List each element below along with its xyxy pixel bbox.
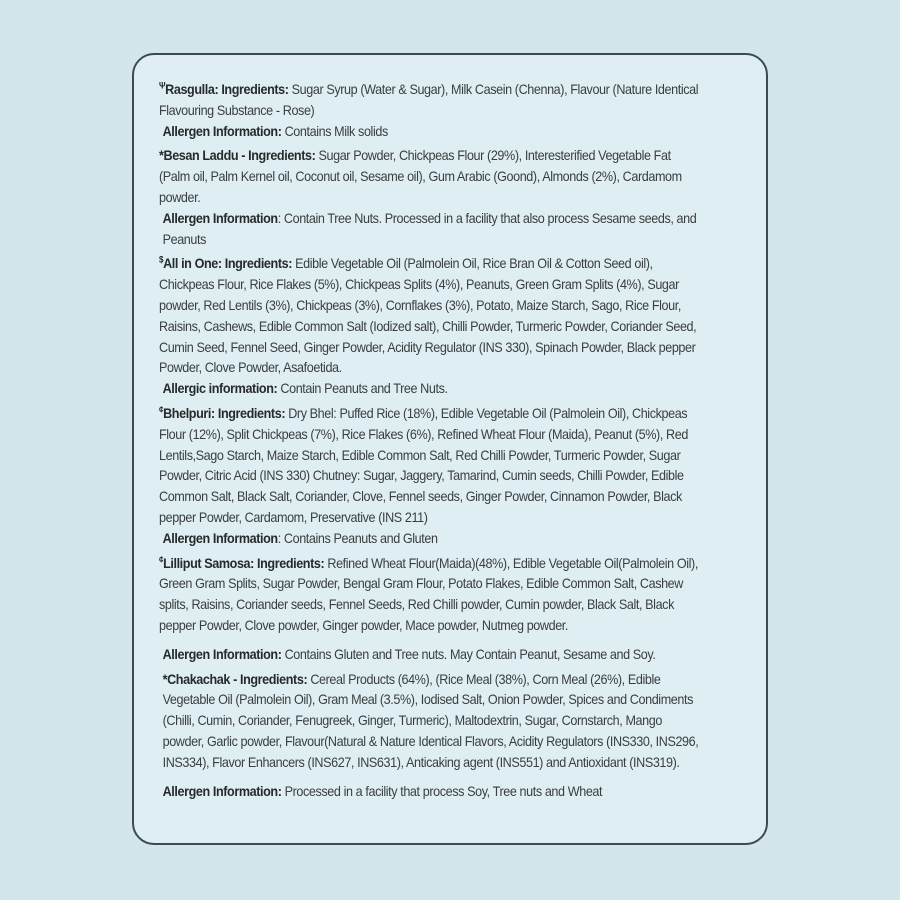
section-mark: $ [159,254,164,265]
section-mark: * [162,670,168,687]
product-name: Bhelpuri [163,404,211,421]
ingredients-list: Refined Wheat Flour(Maida)(48%), Edible Vegetable Oil(Palmolein Oil), Green Gram Splits, Sugar Powder, Bengal Gram Flour, Potato Flakes, Edible Common Salt, Cashew splits, Raisins, Coriander seeds, Fennel Seeds, Red Chilli powder, Cumin powder, Black Salt, Black pepper Powder, Clove powder, Ginger powder, Mace powder, Nutmeg powder. [159,554,698,633]
allergen-label: Allergen Information: [162,122,282,139]
allergen-paragraph [159,528,699,549]
allergen-label: Allergic information: [162,380,278,397]
allergen-label: Allergen Information [162,209,278,226]
allergen-text: Contain Peanuts and Tree Nuts. [277,380,448,397]
ingredients-paragraph [159,253,699,378]
ingredients-label: : Ingredients: [250,554,325,571]
section-chakachak [159,669,699,802]
product-name: Rasgulla [165,81,215,97]
ingredients-label: : Ingredients: [214,81,289,97]
section-bhelpuri [159,403,699,549]
ingredients-paragraph [159,669,699,773]
ingredients-paragraph [159,553,699,636]
section-rasgulla [159,79,699,141]
allergen-label: Allergen Information: [162,782,282,799]
ingredients-paragraph [159,145,699,207]
ingredients-paragraph [159,79,699,121]
allergen-paragraph [159,121,699,142]
product-name: All in One [163,255,218,272]
ingredients-label: - Ingredients: [238,147,316,164]
allergen-paragraph [159,208,699,250]
ingredients-label-panel [132,53,768,845]
ingredients-list: Dry Bhel: Puffed Rice (18%), Edible Vegetable Oil (Palmolein Oil), Chickpeas Flour (12%), Split Chickpeas (7%), Rice Flakes (6%), Refined Wheat Flour (Maida), Peanut (5%), Red Lentils,Sago Starch, Maize Starch, Edible Common Salt, Red Chilli Powder, Turmeric Powder, Sugar Powder, Citric Acid (INS 330) Chutney: Sugar, Jaggery, Tamarind, Cumin seeds, Chilli Powder, Edible Common Salt, Black Salt, Coriander, Clove, Fennel seeds, Ginger Powder, Cinnamon Powder, Black pepper Powder, Cardamom, Preservative (INS 211) [159,404,688,525]
ingredients-list: Cereal Products (64%), (Rice Meal (38%), Corn Meal (26%), Edible Vegetable Oil (Palmolein Oil), Gram Meal (3.5%), Iodised Salt, Onion Powder, Spices and Condiments (Chilli, Cumin, Coriander, Fenugreek, Ginger, Turmeric), Maltodextrin, Sugar, Cornstarch, Mango powder, Garlic powder, Flavour(Natural & Nature Identical Flavors, Acidity Regulators (INS330, INS296, INS334), Flavor Enhancers (INS627, INS631), Anticaking agent (INS551) and Antioxidant (INS319). [162,670,699,770]
allergen-text: : Contains Peanuts and Gluten [277,529,438,546]
allergen-label: Allergen Information [162,529,278,546]
allergen-text: Contains Milk solids [281,122,388,139]
product-name: Chakachak [167,670,231,687]
allergen-paragraph [159,378,699,399]
allergen-paragraph [159,644,699,665]
ingredients-label: : Ingredients: [210,404,286,421]
ingredients-list: Sugar Syrup (Water & Sugar), Milk Casein (Chenna), Flavour (Nature Identical Flavouring Substance - Rose) [159,81,699,118]
ingredients-text-block [159,79,699,805]
ingredients-list: Sugar Powder, Chickpeas Flour (29%), Interesterified Vegetable Fat (Palm oil, Palm Kernel oil, Coconut oil, Sesame oil), Gum Arabic (Goond), Almonds (2%), Cardamom powder. [159,147,682,205]
ingredients-label: - Ingredients: [230,670,308,687]
allergen-text: Processed in a facility that process Soy, Tree nuts and Wheat [281,782,603,799]
section-lilliput-samosa [159,553,699,665]
allergen-label: Allergen Information: [162,645,282,662]
section-mark: ¢ [159,404,164,415]
ingredients-label: : Ingredients: [217,255,293,272]
allergen-text: : Contain Tree Nuts. Processed in a facility that also process Sesame seeds, and Peanuts [162,209,697,247]
product-name: Besan Laddu [163,147,239,164]
section-besan-laddu [159,145,699,249]
section-mark: ¢ [159,553,164,564]
section-all-in-one [159,253,699,399]
allergen-text: Contains Gluten and Tree nuts. May Contain Peanut, Sesame and Soy. [281,645,656,662]
allergen-paragraph [159,781,699,802]
ingredients-list: Edible Vegetable Oil (Palmolein Oil, Rice Bran Oil & Cotton Seed oil), Chickpeas Flour, Rice Flakes (5%), Chickpeas Splits (4%), Peanuts, Green Gram Splits (4%), Sugar powder, Red Lentils (3%), Chickpeas (3%), Cornflakes (3%), Potato, Maize Starch, Sago, Rice Flour, Raisins, Cashews, Edible Common Salt (Iodized salt), Chilli Powder, Turmeric Powder, Coriander Seed, Cumin Seed, Fennel Seed, Ginger Powder, Acidity Regulator (INS 330), Spinach Powder, Black pepper Powder, Clove Powder, Asafoetida. [159,255,697,376]
ingredients-paragraph [159,403,699,528]
section-mark: * [159,147,164,164]
product-name: Lilliput Samosa [163,554,251,571]
section-mark: Ψ [159,80,166,91]
